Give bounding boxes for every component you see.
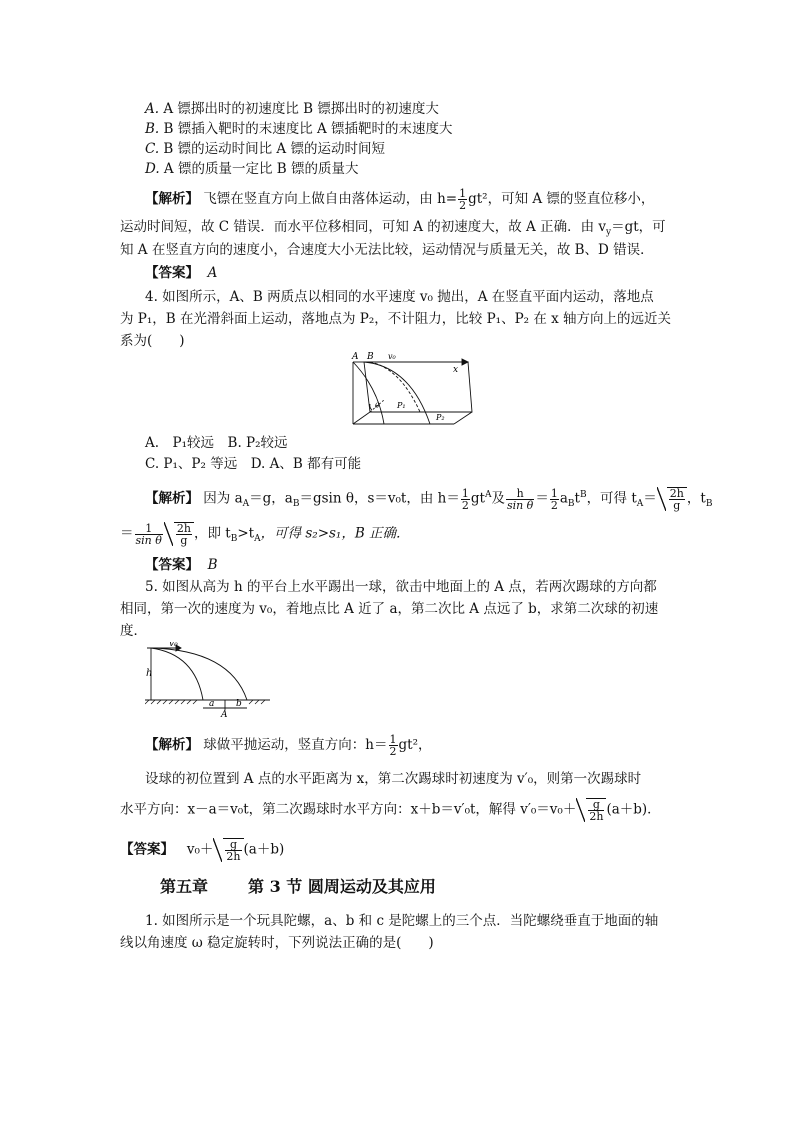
sqrt: $\frac{g}{2h}$ [213,838,243,862]
q5-stem-line1: 5. 如图从高为 h 的平台上水平踢出一球，欲击中地面上的 A 点，若两次踢球的方向都 [145,579,657,595]
fig-label-b: B [367,352,374,362]
q5-projectile-figure [145,642,275,718]
q4-answer: 【答案】 B [145,557,218,573]
fig-label-a: a [209,699,215,709]
fig-label-x: x [453,365,459,375]
fig-label-a: A [352,352,359,362]
q4-analysis-line2: ＝ $\frac{1}{\text{sin θ}}$ $\frac{2h}{g}$ ，即 $t_B>t_A$，可得 s₂>s₁，B 正确． [120,521,410,547]
q4-options-ab: A. P₁较远 B. P₂较远 [145,435,288,451]
fig-label-v0: v₀ [169,642,178,649]
q3-analysis-line3: 知 A 在竖直方向的速度小，合速度大小无法比较，运动情况与质量无关，故 B、D 错误． [120,242,654,258]
q3-analysis-line2: 运动时间短，故 C 错误．而水平位移相同，可知 A 的初速度大，故 A 正确．由 $v_y=gt$，可 [120,219,666,238]
fig-label-b: b [236,699,242,709]
q5-answer: 【答案】 v₀＋ $\frac{g}{2h}$ (a＋b) [120,838,285,863]
chapter-heading: 第五章 第 3 节 圆周运动及其应用 [160,877,436,896]
q3-answer: 【答案】 A [145,265,218,281]
analysis-label: 【解析】 [145,191,199,207]
sqrt: $\frac{g}{2h}$ [576,798,606,822]
fraction: $\frac{1}{2}$ [550,486,558,512]
q5-analysis-line1: 【解析】 球做平抛运动，竖直方向：h＝ $\frac{1}{2}$ gt²， [145,733,432,758]
q3-option-a: A. A 镖掷出时的初速度比 B 镖掷出时的初速度大 [145,101,439,117]
q5-analysis-line2: 设球的初位置到 A 点的水平距离为 x，第二次踢球时初速度为 v′₀，则第一次踢球时 [145,771,642,787]
fig-label-p2: P₂ [436,413,445,422]
fig-label-p1: P₁ [397,401,406,410]
fraction: $\frac{h}{\text{sin θ}}$ [506,486,534,512]
fig-label-theta: θ [375,402,380,410]
q4-incline-figure [350,348,475,430]
q3-analysis-line1: 【解析】 飞镖在竖直方向上做自由落体运动，由 h= $\frac{1}{2}$ gt²，可知 A 镖的竖直位移小， [145,187,655,212]
q3-option-d: D. A 镖的质量一定比 B 镖的质量大 [145,161,359,177]
q5-analysis-line3: 水平方向：x－a＝v₀t，第二次踢球时水平方向：x＋b＝v′₀t，解得 v′₀＝v₀＋ $\frac{g}{2h}$ (a＋b)． [120,798,661,823]
q3-option-c: C. B 镖的运动时间比 A 镖的运动时间短 [145,141,385,157]
q4-analysis-line1: 【解析】 因为 $a_A=g$，$a_B=gsin$ θ，s＝v₀t，由 h＝ $\frac{1}{2}$ $gt^A$及 $\frac{h}{\text{sin θ}}$ ＝ $\frac{1}{2}$ $a_Bt^B$，可得 $t_A=$ $\frac{2h}{g}$ ，$t_B$ [145,486,713,512]
q3-option-b: B. B 镖插入靶时的末速度比 A 镖插靶时的末速度大 [145,121,453,137]
q5-stem-line2: 相同，第一次的速度为 v₀，着地点比 A 近了 a，第二次比 A 点远了 b，求第二次球的初速 [120,601,659,617]
q4-options-cd: C. P₁、P₂ 等远 D. A、B 都有可能 [145,456,362,472]
sqrt: $\frac{2h}{g}$ [657,487,687,511]
q1-stem-line2: 线以角速度 ω 稳定旋转时，下列说法正确的是( ) [120,935,434,951]
q1-stem-line1: 1. 如图所示是一个玩具陀螺，a、b 和 c 是陀螺上的三个点．当陀螺绕垂直于地面的轴 [145,913,659,929]
fraction: $\frac{1}{2}$ [459,187,467,212]
fig-label-h: h [146,668,153,679]
sqrt: $\frac{2h}{g}$ [164,522,194,546]
q4-stem-line1: 4. 如图所示，A、B 两质点以相同的水平速度 v₀ 抛出，A 在竖直平面内运动，落地点 [145,289,654,305]
fig-label-v0: v₀ [388,352,396,361]
q5-stem-line3: 度． [120,623,147,639]
fraction: $\frac{1}{2}$ [461,486,469,512]
fig-label-point-a: A [221,710,228,718]
q4-stem-line3: 系为( ) [120,333,185,349]
q4-stem-line2: 为 P₁，B 在光滑斜面上运动，落地点为 P₂，不计阻力，比较 P₁、P₂ 在 x 轴方向上的远近关 [120,311,672,327]
